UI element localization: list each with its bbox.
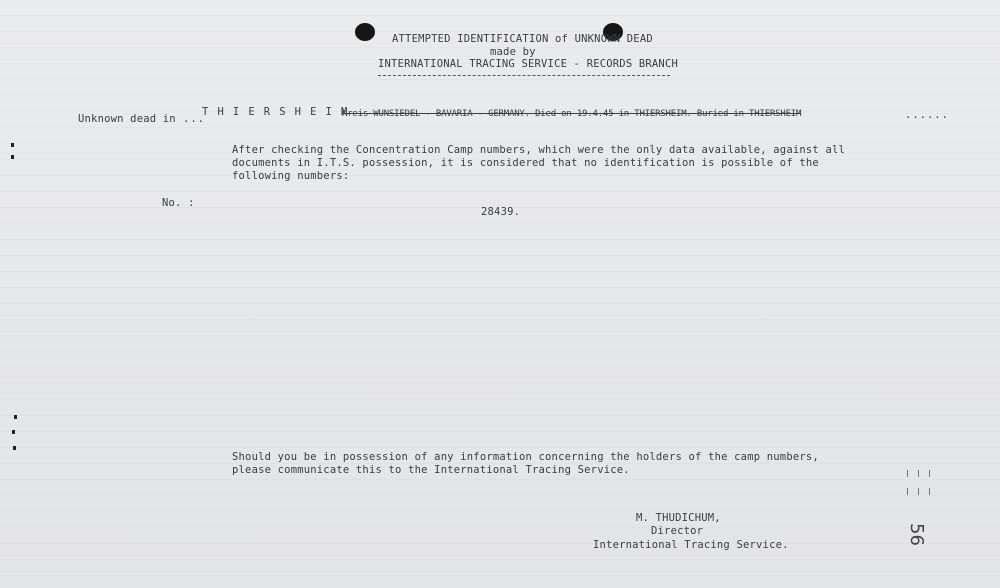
signature-name: M. THUDICHUM,	[636, 512, 721, 524]
unknown-dead-place: T H I E R S H E I M	[202, 106, 349, 118]
edge-mark	[11, 155, 14, 159]
header-title: ATTEMPTED IDENTIFICATION of UNKNOWN DEAD	[392, 33, 653, 45]
margin-tick	[918, 488, 919, 495]
body-paragraph-line-3: following numbers:	[232, 170, 350, 182]
margin-tick	[929, 470, 930, 477]
edge-mark	[12, 430, 15, 434]
signature-title: Director	[651, 525, 704, 537]
edge-mark	[11, 143, 14, 147]
closing-line-1: Should you be in possession of any information concerning the holders of the camp numbers,	[232, 451, 819, 463]
closing-line-2: please communicate this to the International Tracing Service.	[232, 464, 630, 476]
unknown-dead-label: Unknown dead in	[78, 113, 176, 125]
margin-tick	[907, 470, 908, 477]
margin-tick	[907, 488, 908, 495]
signature-organization: International Tracing Service.	[593, 539, 789, 551]
number-label: No. :	[162, 197, 195, 209]
header-made-by: made by	[490, 46, 536, 58]
unknown-dead-details: Kreis WUNSIEDEL - BAVARIA - GERMANY. Died on 19.4.45 in THIERSHEIM. Buried in THIERSHEIM	[342, 109, 802, 119]
header-underline	[378, 75, 670, 76]
camp-number: 28439.	[481, 206, 521, 218]
punch-hole-left	[355, 23, 375, 41]
page-number: 56	[905, 523, 927, 546]
body-paragraph-line-2: documents in I.T.S. possession, it is considered that no identification is possible of the	[232, 157, 819, 169]
header-organization: INTERNATIONAL TRACING SERVICE - RECORDS BRANCH	[378, 58, 678, 70]
unknown-dead-trailing: ......	[905, 109, 949, 121]
edge-mark	[13, 446, 16, 450]
margin-tick	[918, 470, 919, 477]
margin-tick	[929, 488, 930, 495]
edge-mark	[14, 415, 17, 419]
unknown-dead-leader: ...	[183, 113, 205, 125]
body-paragraph-line-1: After checking the Concentration Camp numbers, which were the only data available, against all	[232, 144, 846, 156]
